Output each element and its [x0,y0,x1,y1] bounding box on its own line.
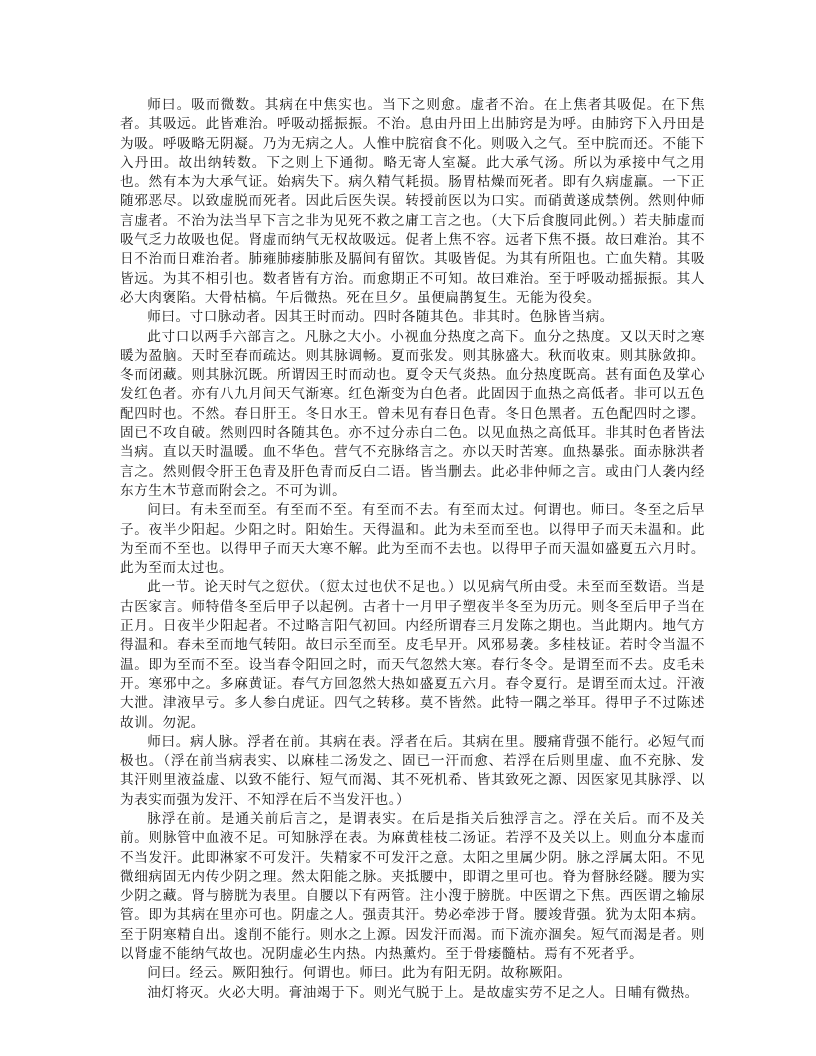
paragraph-2: 师曰。寸口脉动者。因其王时而动。四时各随其色。非其时。色脉皆当病。 [147,309,614,326]
paragraph-5: 此一节。论天时气之愆伏。（愆太过也伏不足也。）以见病气所由受。未至而至数语。当是古医家言。师特借冬至后甲子以起例。古者十一月甲子塑夜半冬至为历元。则冬至后甲子当在正月。日夜半少阳起者。不过略言阳气初回。内经所谓春三月发陈之期也。当此期内。地气方得温和。春未至而地气转阳。故曰示至而至。皮毛早开。风邪易袭。多桂枝证。若时令当温不温。即为至而不至。设当春令阳回之时，而天气忽然大寒。春行冬令。是谓至而不去。皮毛未开。寒邪中之。多麻黄证。春气方回忽然大热如盛夏五六月。春令夏行。是谓至而太过。汗液大泄。津液早亏。多人参白虎证。四气之转移。莫不皆然。此特一隅之举耳。得甲子不过陈述故训。勿泥。 [120,579,705,731]
paragraph-6: 师曰。病人脉。浮者在前。其病在表。浮者在后。其病在里。腰痛背强不能行。必短气而极也。（浮在前当病表实、以麻桂二汤发之、固已一汗而愈、若浮在后则里虚、血不充脉、发其汗则里液益虚、以致不能行、短气而渴、其不死机希、皆其致死之源、因医家见其脉浮、以为表实而强为发汗、不知浮在后不当发汗也。） [120,733,705,808]
document-page [120,96,705,1003]
paragraph-8: 问曰。经云。厥阳独行。何谓也。师曰。此为有阳无阴。故称厥阳。 [147,965,572,982]
paragraph-3: 此寸口以两手六部言之。凡脉之大小。小视血分热度之高下。血分之热度。又以天时之寒暖为盈脑。天时至春而疏达。则其脉调畅。夏而张发。则其脉盛大。秋而收束。则其脉敛抑。冬而闭藏。则其脉沉既。所谓因王时而动也。夏令天气炎热。血分热度既高。甚有面色及掌心发红色者。亦有八九月间天气渐寒。红色渐变为白色者。此固因于血热之高低者。非可以五色配四时也。不然。春日肝王。冬日水王。曾未见有春日色青。冬日色黑者。五色配四时之谬。固已不攻自破。然则四时各随其色。亦不过分赤白二色。以见血热之高低耳。非其时色者皆法当病。直以天时温暖。血不华色。营气不充脉络言之。亦以天时苦寒。血热暴张。面赤脉洪者言之。然则假令肝王色青及肝色青而反白二语。皆当删去。此必非仲师之言。或由门人袭内经东方生木节意而附会之。不可为训。 [120,328,705,499]
paragraph-1: 师曰。吸而微数。其病在中焦实也。当下之则愈。虚者不治。在上焦者其吸促。在下焦者。其吸远。此皆难治。呼吸动摇振振。不治。息由丹田上出肺窍是为呼。由肺窍下入丹田是为吸。呼吸略无阴凝。乃为无病之人。人惟中脘宿食不化。则吸入之气。至中脘而还。不能下入丹田。故出纳转数。下之则上下通彻。略无寄人室凝。此大承气汤。所以为承接中气之用也。然有本为大承气证。始病失下。病久精气耗损。肠胃枯燥而死者。即有久病虚羸。一下正随邪恶尽。以致虚脱而死者。因此后医失误。转授前医以为口实。而硝黄遂成禁例。然则仲师言虚者。不治为法当早下言之非为见死不救之庸工言之也。（大下后食腹同此例。）若夫肺虚而吸气乏力故吸也促。肾虚而纳气无权故吸远。促者上焦不容。远者下焦不摄。故曰难治。其不日不治而日难治者。肺雍肺痿肺胀及膈间有留饮。其吸皆促。为其有所阻也。亡血失精。其吸皆远。为其不相引也。数者皆有方治。而愈期正不可知。故曰难治。至于呼吸动摇振振。其人必大肉褒陷。大骨枯槁。午后微热。死在旦夕。虽便扁鹊复生。无能为役矣。 [120,97,705,306]
paragraph-9: 油灯将灭。火必大明。膏油竭于下。则光气脱于上。是故虚实劳不足之人。日晡有微热。 [147,984,699,1001]
paragraph-7: 脉浮在前。是通关前后言之，是谓表实。在后是指关后独浮言之。浮在关后。而不及关前。则脉管中血液不足。可知脉浮在表。为麻黄桂枝二汤证。若浮不及关以上。则血分本虚而不当发汗。此即淋家不可发汗。失精家不可发汗之意。太阳之里属少阴。脉之浮属太阳。不见微细病固无内传少阴之理。然太阳能之脉。夹抵腰中，即谓之里可也。脊为督脉经隧。腰为实少阴之藏。肾与膀胱为表里。自腰以下有两管。注小溲于膀胱。中医谓之下焦。西医谓之输尿管。即为其病在里亦可也。阴虚之人。强责其汗。势必牵涉于肾。腰竣背强。犹为太阳本病。至于阴寒精自出。逡削不能行。则水之上源。因发汗而渴。而下流亦涸矣。短气而渴是者。则以肾虚不能纳气故也。况阴虚必生内热。内热薰灼。至于骨痿髓枯。焉有不死者乎。 [120,810,705,963]
paragraph-4: 问曰。有未至而至。有至而不至。有至而不去。有至而太过。何谓也。师曰。冬至之后早子。夜半少阳起。少阳之时。阳始生。天得温和。此为未至而至也。以得甲子而天未温和。此为至而不至也。以得甲子而天大寒不解。此为至而不去也。以得甲子而天温如盛夏五六月时。此为至而太过也。 [120,502,705,577]
